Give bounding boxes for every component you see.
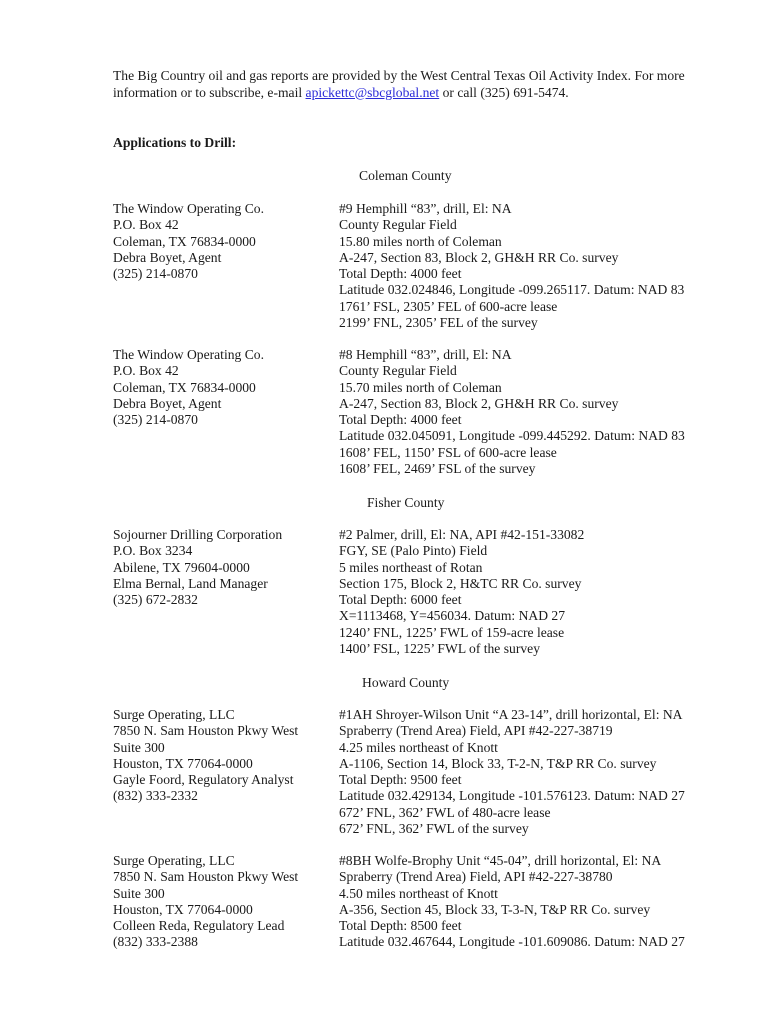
well-coordinates: Latitude 032.467644, Longitude -101.609086. Datum: NAD 27 bbox=[339, 934, 685, 950]
operator-contact: Elma Bernal, Land Manager bbox=[113, 575, 268, 591]
well-lease: 672’ FNL, 362’ FWL of 480-acre lease bbox=[339, 804, 551, 820]
well-field: FGY, SE (Palo Pinto) Field bbox=[339, 543, 488, 559]
well-lease: 1761’ FSL, 2305’ FEL of 600-acre lease bbox=[339, 298, 558, 314]
operator-name: Sojourner Drilling Corporation bbox=[113, 527, 283, 542]
operator-address: P.O. Box 3234 bbox=[113, 543, 193, 559]
county-name: Howard County bbox=[362, 675, 450, 690]
well-survey-position: 1400’ FSL, 1225’ FWL of the survey bbox=[339, 641, 540, 657]
well-name: #9 Hemphill “83”, drill, El: NA bbox=[339, 201, 512, 216]
well-details bbox=[339, 347, 739, 477]
well-details bbox=[339, 707, 739, 837]
well-location: 4.50 miles northeast of Knott bbox=[339, 885, 498, 901]
well-survey: A-356, Section 45, Block 33, T-3-N, T&P RR Co. survey bbox=[339, 901, 651, 917]
well-location: 15.70 miles north of Coleman bbox=[339, 379, 502, 395]
well-survey-position: 1608’ FEL, 2469’ FSL of the survey bbox=[339, 461, 536, 477]
well-field: County Regular Field bbox=[339, 363, 457, 379]
well-survey: Section 175, Block 2, H&TC RR Co. survey bbox=[339, 575, 582, 591]
county-name: Fisher County bbox=[367, 495, 445, 510]
intro-text-before: The Big Country oil and gas reports are provided by the West Central Texas Oil Activity Index. For more information or to subscribe, e-mail bbox=[113, 68, 685, 100]
operator-name: Surge Operating, LLC bbox=[113, 853, 235, 868]
operator-name: The Window Operating Co. bbox=[113, 347, 264, 362]
well-lease: 1608’ FEL, 1150’ FSL of 600-acre lease bbox=[339, 444, 557, 460]
operator-address: P.O. Box 42 bbox=[113, 363, 179, 379]
well-survey: A-1106, Section 14, Block 33, T-2-N, T&P RR Co. survey bbox=[339, 755, 657, 771]
well-coordinates: X=1113468, Y=456034. Datum: NAD 27 bbox=[339, 608, 566, 624]
well-survey: A-247, Section 83, Block 2, GH&H RR Co. survey bbox=[339, 395, 619, 411]
operator-phone: (325) 672-2832 bbox=[113, 592, 198, 608]
well-details bbox=[339, 527, 739, 657]
well-lease: 1240’ FNL, 1225’ FWL of 159-acre lease bbox=[339, 624, 565, 640]
operator-name: Surge Operating, LLC bbox=[113, 707, 235, 722]
operator-info bbox=[113, 527, 333, 608]
operator-phone: (325) 214-0870 bbox=[113, 266, 198, 282]
operator-contact: Debra Boyet, Agent bbox=[113, 249, 222, 265]
operator-address: P.O. Box 42 bbox=[113, 217, 179, 233]
operator-phone: (832) 333-2332 bbox=[113, 788, 198, 804]
well-survey-position: 2199’ FNL, 2305’ FEL of the survey bbox=[339, 315, 538, 331]
operator-info bbox=[113, 201, 333, 282]
well-coordinates: Latitude 032.429134, Longitude -101.576123. Datum: NAD 27 bbox=[339, 788, 685, 804]
well-location: 15.80 miles north of Coleman bbox=[339, 233, 502, 249]
well-survey-position: 672’ FNL, 362’ FWL of the survey bbox=[339, 821, 529, 837]
well-location: 4.25 miles northeast of Knott bbox=[339, 739, 498, 755]
well-depth: Total Depth: 8500 feet bbox=[339, 918, 462, 934]
operator-info bbox=[113, 707, 333, 805]
intro-paragraph bbox=[113, 68, 713, 101]
well-depth: Total Depth: 6000 feet bbox=[339, 592, 462, 608]
well-survey: A-247, Section 83, Block 2, GH&H RR Co. survey bbox=[339, 249, 619, 265]
well-details bbox=[339, 201, 739, 331]
operator-city: Houston, TX 77064-0000 bbox=[113, 901, 253, 917]
county-name: Coleman County bbox=[359, 168, 452, 183]
well-coordinates: Latitude 032.024846, Longitude -099.265117. Datum: NAD 83 bbox=[339, 282, 685, 298]
well-depth: Total Depth: 4000 feet bbox=[339, 266, 462, 282]
operator-contact: Gayle Foord, Regulatory Analyst bbox=[113, 772, 294, 788]
well-field: County Regular Field bbox=[339, 217, 457, 233]
operator-suite: Suite 300 bbox=[113, 885, 165, 901]
operator-contact: Debra Boyet, Agent bbox=[113, 395, 222, 411]
well-name: #2 Palmer, drill, El: NA, API #42-151-33082 bbox=[339, 527, 585, 542]
well-depth: Total Depth: 4000 feet bbox=[339, 412, 462, 428]
section-title: Applications to Drill: bbox=[113, 135, 237, 150]
operator-info bbox=[113, 853, 333, 951]
well-field: Spraberry (Trend Area) Field, API #42-227-38719 bbox=[339, 723, 613, 739]
operator-city: Houston, TX 77064-0000 bbox=[113, 755, 253, 771]
operator-city: Abilene, TX 79604-0000 bbox=[113, 559, 250, 575]
well-name: #8BH Wolfe-Brophy Unit “45-04”, drill horizontal, El: NA bbox=[339, 853, 662, 868]
operator-phone: (325) 214-0870 bbox=[113, 412, 198, 428]
well-name: #1AH Shroyer-Wilson Unit “A 23-14”, drill horizontal, El: NA bbox=[339, 707, 683, 722]
well-depth: Total Depth: 9500 feet bbox=[339, 772, 462, 788]
operator-address: 7850 N. Sam Houston Pkwy West bbox=[113, 869, 299, 885]
operator-contact: Colleen Reda, Regulatory Lead bbox=[113, 918, 285, 934]
well-details bbox=[339, 853, 739, 951]
operator-suite: Suite 300 bbox=[113, 739, 165, 755]
operator-name: The Window Operating Co. bbox=[113, 201, 264, 216]
well-name: #8 Hemphill “83”, drill, El: NA bbox=[339, 347, 512, 362]
operator-city: Coleman, TX 76834-0000 bbox=[113, 233, 256, 249]
operator-city: Coleman, TX 76834-0000 bbox=[113, 379, 256, 395]
operator-info bbox=[113, 347, 333, 428]
intro-text-after: or call (325) 691-5474. bbox=[439, 84, 569, 100]
well-field: Spraberry (Trend Area) Field, API #42-227-38780 bbox=[339, 869, 613, 885]
operator-address: 7850 N. Sam Houston Pkwy West bbox=[113, 723, 299, 739]
operator-phone: (832) 333-2388 bbox=[113, 934, 198, 950]
well-location: 5 miles northeast of Rotan bbox=[339, 559, 483, 575]
well-coordinates: Latitude 032.045091, Longitude -099.445292. Datum: NAD 83 bbox=[339, 428, 685, 444]
email-link[interactable]: apickettc@sbcglobal.net bbox=[305, 84, 440, 100]
